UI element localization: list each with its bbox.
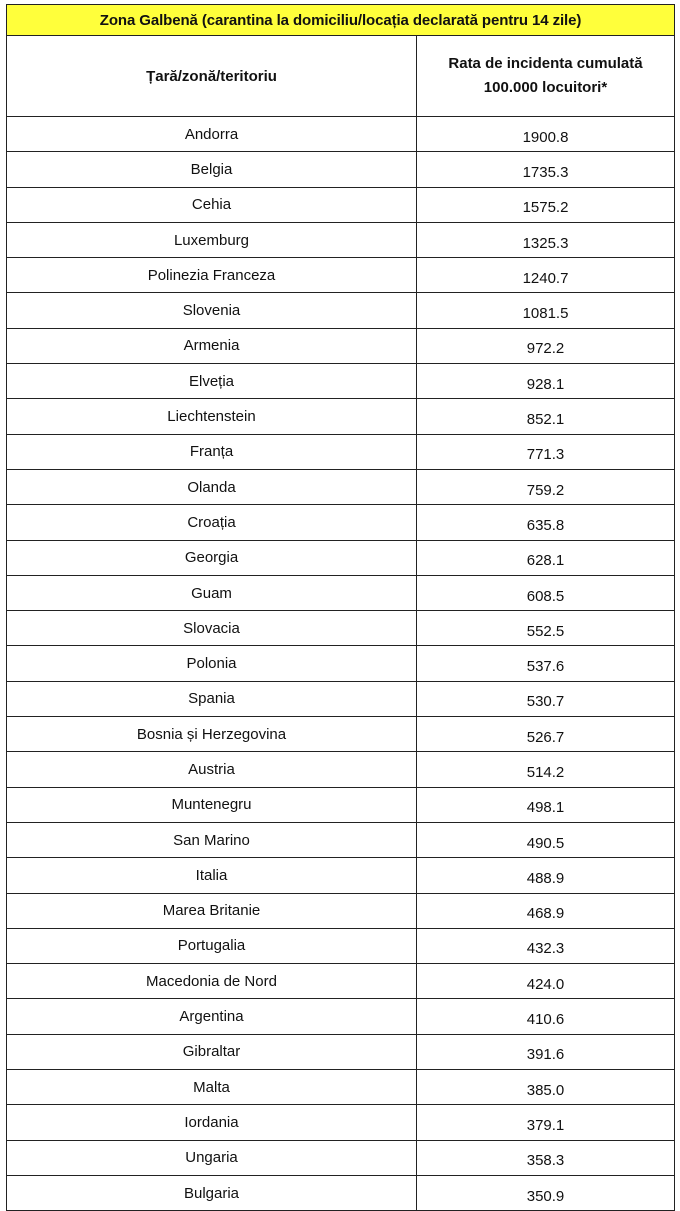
- table-row: [7, 293, 675, 328]
- country-cell: Macedonia de Nord: [7, 964, 417, 999]
- table-row: [7, 1070, 675, 1105]
- table-row: [7, 1105, 675, 1140]
- rate-cell: 526.7: [417, 717, 675, 752]
- rate-cell: 498.1: [417, 787, 675, 822]
- rate-cell: 1240.7: [417, 258, 675, 293]
- rate-cell: 628.1: [417, 540, 675, 575]
- country-cell: Slovacia: [7, 611, 417, 646]
- rate-cell: 468.9: [417, 893, 675, 928]
- table-row: [7, 681, 675, 716]
- rate-cell: 759.2: [417, 469, 675, 504]
- country-cell: Polinezia Franceza: [7, 258, 417, 293]
- country-cell: Armenia: [7, 328, 417, 363]
- table-row: [7, 893, 675, 928]
- country-cell: Gibraltar: [7, 1034, 417, 1069]
- rate-cell: 771.3: [417, 434, 675, 469]
- country-cell: Slovenia: [7, 293, 417, 328]
- rate-cell: 410.6: [417, 999, 675, 1034]
- country-cell: Guam: [7, 575, 417, 610]
- table-title: Zona Galbenă (carantina la domiciliu/locația declarată pentru 14 zile): [7, 5, 675, 36]
- rate-cell: 432.3: [417, 928, 675, 963]
- table-row: [7, 646, 675, 681]
- rate-cell: 852.1: [417, 399, 675, 434]
- table-row: [7, 117, 675, 152]
- table-row: [7, 1140, 675, 1175]
- country-cell: Ungaria: [7, 1140, 417, 1175]
- table-row: [7, 469, 675, 504]
- rate-cell: 530.7: [417, 681, 675, 716]
- country-cell: San Marino: [7, 822, 417, 857]
- country-cell: Marea Britanie: [7, 893, 417, 928]
- rate-cell: 608.5: [417, 575, 675, 610]
- rate-cell: 391.6: [417, 1034, 675, 1069]
- table-row: [7, 717, 675, 752]
- table-row: [7, 434, 675, 469]
- country-cell: Belgia: [7, 152, 417, 187]
- table-row: [7, 152, 675, 187]
- table-row: [7, 575, 675, 610]
- rate-cell: 552.5: [417, 611, 675, 646]
- column-header-rate-line1: Rata de incidenta cumulată: [448, 55, 643, 72]
- rate-cell: 488.9: [417, 858, 675, 893]
- table-row: [7, 187, 675, 222]
- country-cell: Georgia: [7, 540, 417, 575]
- country-cell: Bosnia și Herzegovina: [7, 717, 417, 752]
- rate-cell: 1735.3: [417, 152, 675, 187]
- table-body: [7, 117, 675, 1211]
- column-header-country: Țară/zonă/teritoriu: [7, 36, 417, 117]
- table-row: [7, 258, 675, 293]
- rate-cell: 358.3: [417, 1140, 675, 1175]
- country-cell: Liechtenstein: [7, 399, 417, 434]
- country-cell: Polonia: [7, 646, 417, 681]
- column-header-rate-line2: 100.000 locuitori*: [483, 79, 608, 96]
- rate-cell: 1900.8: [417, 117, 675, 152]
- country-cell: Spania: [7, 681, 417, 716]
- country-cell: Franța: [7, 434, 417, 469]
- rate-cell: 1575.2: [417, 187, 675, 222]
- rate-cell: 385.0: [417, 1070, 675, 1105]
- rate-cell: 350.9: [417, 1175, 675, 1210]
- table-row: [7, 787, 675, 822]
- table-row: [7, 964, 675, 999]
- table-row: [7, 858, 675, 893]
- country-cell: Elveția: [7, 364, 417, 399]
- table-row: [7, 822, 675, 857]
- rate-cell: 635.8: [417, 505, 675, 540]
- country-cell: Argentina: [7, 999, 417, 1034]
- table-row: [7, 928, 675, 963]
- rate-cell: 928.1: [417, 364, 675, 399]
- table-row: [7, 1034, 675, 1069]
- country-cell: Cehia: [7, 187, 417, 222]
- yellow-zone-table: [6, 4, 675, 1211]
- rate-cell: 537.6: [417, 646, 675, 681]
- country-cell: Luxemburg: [7, 222, 417, 257]
- rate-cell: 972.2: [417, 328, 675, 363]
- column-header-rate: [417, 36, 675, 117]
- country-cell: Malta: [7, 1070, 417, 1105]
- country-cell: Italia: [7, 858, 417, 893]
- table-row: [7, 752, 675, 787]
- rate-cell: 1081.5: [417, 293, 675, 328]
- table-row: [7, 505, 675, 540]
- country-cell: Portugalia: [7, 928, 417, 963]
- rate-cell: 1325.3: [417, 222, 675, 257]
- rate-cell: 424.0: [417, 964, 675, 999]
- country-cell: Andorra: [7, 117, 417, 152]
- table-row: [7, 328, 675, 363]
- country-cell: Bulgaria: [7, 1175, 417, 1210]
- table-row: [7, 611, 675, 646]
- country-cell: Austria: [7, 752, 417, 787]
- rate-cell: 379.1: [417, 1105, 675, 1140]
- table-row: [7, 1175, 675, 1210]
- country-cell: Olanda: [7, 469, 417, 504]
- country-cell: Iordania: [7, 1105, 417, 1140]
- table-row: [7, 399, 675, 434]
- table-row: [7, 540, 675, 575]
- table-row: [7, 999, 675, 1034]
- country-cell: Croația: [7, 505, 417, 540]
- table-row: [7, 364, 675, 399]
- table-row: [7, 222, 675, 257]
- rate-cell: 514.2: [417, 752, 675, 787]
- rate-cell: 490.5: [417, 822, 675, 857]
- country-cell: Muntenegru: [7, 787, 417, 822]
